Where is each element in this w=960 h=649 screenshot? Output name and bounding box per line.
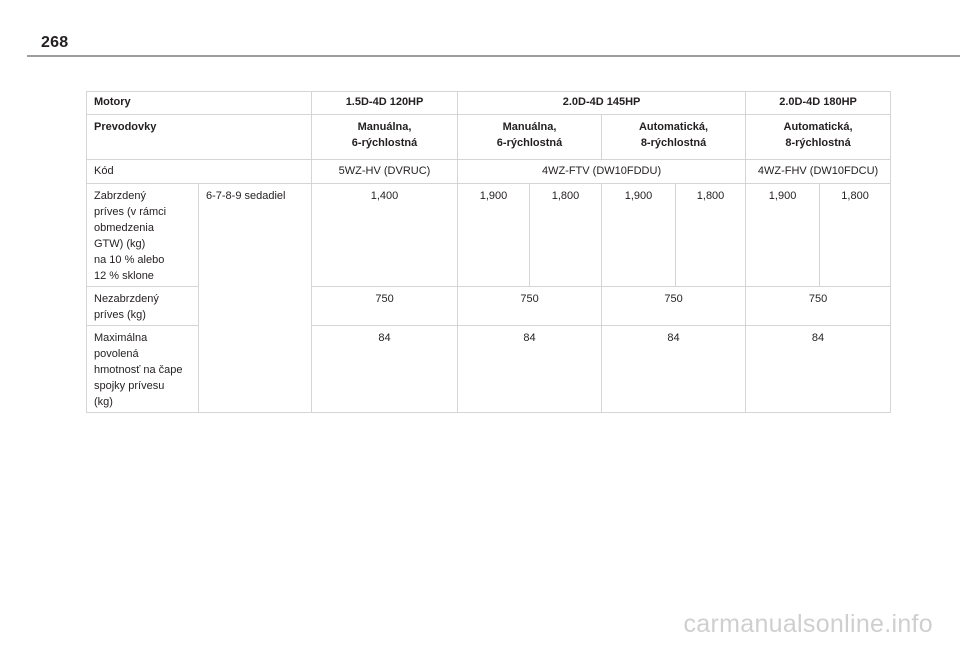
label-line: hmotnosť na čape bbox=[94, 364, 183, 376]
engine-1: 1.5D-4D 120HP bbox=[312, 92, 458, 115]
label-line: Zabrzdený bbox=[94, 190, 146, 202]
header-divider bbox=[27, 55, 960, 57]
label-line: príves (kg) bbox=[94, 309, 146, 321]
label-zabrzdeny bbox=[87, 184, 199, 287]
unbraked-value: 750 bbox=[602, 287, 746, 326]
row-zabrzdeny bbox=[87, 184, 891, 287]
unbraked-value: 750 bbox=[312, 287, 458, 326]
label-motory: Motory bbox=[87, 92, 312, 115]
gearbox-4-type: Automatická, bbox=[783, 121, 853, 133]
label-line: príves (v rámci bbox=[94, 206, 167, 218]
label-line: Nezabrzdený bbox=[94, 293, 159, 305]
engine-2: 2.0D-4D 145HP bbox=[458, 92, 746, 115]
label-line: povolená bbox=[94, 348, 139, 360]
label-nezabrzdeny bbox=[87, 287, 199, 326]
label-line: (kg) bbox=[94, 396, 113, 408]
unbraked-value: 750 bbox=[458, 287, 602, 326]
label-line: obmedzenia bbox=[94, 222, 154, 234]
gearbox-1-speeds: 6-rýchlostná bbox=[351, 137, 418, 149]
seats-cell: 6-7-8-9 sedadiel bbox=[199, 184, 312, 413]
row-motory bbox=[87, 92, 891, 115]
gearbox-3-speeds: 8-rýchlostná bbox=[640, 137, 707, 149]
label-line: GTW) (kg) bbox=[94, 238, 146, 250]
gearbox-2-type: Manuálna, bbox=[502, 121, 557, 133]
unbraked-value: 750 bbox=[746, 287, 891, 326]
code-1: 5WZ-HV (DVRUC) bbox=[312, 160, 458, 184]
engine-3: 2.0D-4D 180HP bbox=[746, 92, 891, 115]
watermark-text: carmanualsonline.info bbox=[683, 610, 933, 638]
coupling-load-value: 84 bbox=[746, 326, 891, 413]
gearbox-4-speeds: 8-rýchlostná bbox=[785, 137, 851, 149]
gearbox-2 bbox=[458, 115, 602, 160]
label-kod: Kód bbox=[87, 160, 312, 184]
braked-value: 1,900 bbox=[602, 184, 676, 287]
label-line: 12 % sklone bbox=[94, 270, 154, 282]
label-line: Maximálna bbox=[94, 332, 148, 344]
braked-value: 1,900 bbox=[746, 184, 820, 287]
braked-value: 1,900 bbox=[458, 184, 530, 287]
gearbox-1-type: Manuálna, bbox=[357, 121, 412, 133]
code-2: 4WZ-FTV (DW10FDDU) bbox=[458, 160, 746, 184]
gearbox-4 bbox=[746, 115, 891, 160]
coupling-load-value: 84 bbox=[312, 326, 458, 413]
coupling-load-value: 84 bbox=[458, 326, 602, 413]
towing-spec-table bbox=[86, 91, 891, 413]
label-line: spojky prívesu bbox=[94, 380, 165, 392]
code-3: 4WZ-FHV (DW10FDCU) bbox=[746, 160, 891, 184]
braked-value: 1,800 bbox=[676, 184, 746, 287]
braked-value: 1,800 bbox=[820, 184, 891, 287]
label-maximalna bbox=[87, 326, 199, 413]
braked-value: 1,800 bbox=[530, 184, 602, 287]
label-line: na 10 % alebo bbox=[94, 254, 165, 266]
braked-value: 1,400 bbox=[312, 184, 458, 287]
gearbox-3-type: Automatická, bbox=[638, 121, 709, 133]
gearbox-1 bbox=[312, 115, 458, 160]
gearbox-2-speeds: 6-rýchlostná bbox=[496, 137, 563, 149]
row-prevodovky bbox=[87, 115, 891, 160]
label-prevodovky: Prevodovky bbox=[87, 115, 312, 160]
row-kod bbox=[87, 160, 891, 184]
coupling-load-value: 84 bbox=[602, 326, 746, 413]
page-number: 268 bbox=[41, 34, 69, 51]
gearbox-3 bbox=[602, 115, 746, 160]
